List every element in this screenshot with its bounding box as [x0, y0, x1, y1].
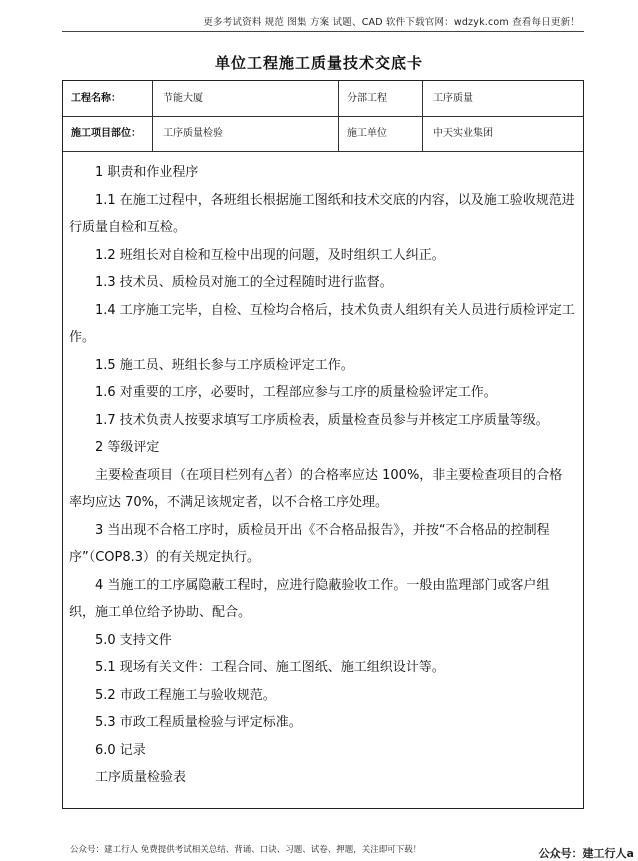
paragraph: 5.1 现场有关文件：工程合同、施工图纸、施工组织设计等。 — [95, 660, 445, 675]
paragraph: 1.1 在施工过程中，各班组长根据施工图纸和技术交底的内容，以及施工验收规范进行质量自检和互检。 — [69, 192, 575, 235]
footer-note: 公众号：建工行人 免费提供考试相关总结、背诵、口诀、习题、试卷、押题，关注即可下载！ — [70, 845, 422, 855]
disclosure-card — [62, 80, 584, 809]
header-divider — [62, 31, 584, 32]
paragraph: 1.3 技术员、质检员对施工的全过程随时进行监督。 — [95, 275, 393, 290]
paragraph: 工序质量检验表 — [95, 770, 187, 785]
paragraph: 1.2 班组长对自检和互检中出现的问题，及时组织工人纠正。 — [95, 247, 445, 263]
unit-value: 中天实业集团 — [433, 128, 493, 139]
section-heading: 2 等级评定 — [95, 440, 160, 455]
watermark: 公众号：建工行人a — [538, 847, 634, 860]
info-row-1 — [63, 81, 583, 117]
sub-project-value: 工序质量 — [433, 93, 473, 104]
site-banner: 更多考试资料 规范 图集 方案 试题、CAD 软件下载官网：wdzyk.com 查看每日更新！ — [203, 17, 580, 28]
project-name-value: 节能大厦 — [153, 81, 339, 116]
paragraph: 1.4 工序施工完毕，自检、互检均合格后，技术负责人组织有关人员进行质检评定工作。 — [69, 302, 575, 345]
paragraph: 1.6 对重要的工序，必要时，工程部应参与工序的质量检验评定工作。 — [95, 385, 497, 400]
paragraph: 主要检查项目（在项目栏列有△者）的合格率应达 100%，非主要检查项目的合格率均应达 70%，不满足该规定者，以不合格工序处理。 — [69, 467, 563, 510]
section-heading: 5.0 支持文件 — [95, 632, 172, 648]
document-title: 单位工程施工质量技术交底卡 — [214, 54, 423, 72]
disclosure-body — [69, 159, 575, 792]
paragraph: 5.2 市政工程施工与验收规范。 — [95, 687, 276, 703]
paragraph: 4 当施工的工序属隐蔽工程时，应进行隐蔽验收工作。一般由监理部门或客户组织，施工单位给予协助、配合。 — [69, 577, 550, 620]
project-name-label: 工程名称： — [63, 81, 153, 116]
sub-project-label: 分部工程 — [339, 81, 423, 116]
paragraph: 1.7 技术负责人按要求填写工序质检表，质量检查员参与并核定工序质量等级。 — [95, 412, 549, 428]
location-label: 施工项目部位： — [63, 116, 153, 151]
section-heading: 6.0 记录 — [95, 742, 146, 758]
paragraph: 5.3 市政工程质量检验与评定标准。 — [95, 715, 302, 730]
info-row-2 — [63, 116, 583, 152]
paragraph: 1.5 施工员、班组长参与工序质检评定工作。 — [95, 357, 354, 373]
location-value: 工序质量检验 — [153, 116, 339, 151]
unit-label: 施工单位 — [339, 116, 423, 151]
paragraph: 3 当出现不合格工序时，质检员开出《不合格品报告》，并按“不合格品的控制程序”（COP8.3）的有关规定执行。 — [69, 522, 550, 565]
section-heading: 1 职责和作业程序 — [95, 165, 199, 180]
